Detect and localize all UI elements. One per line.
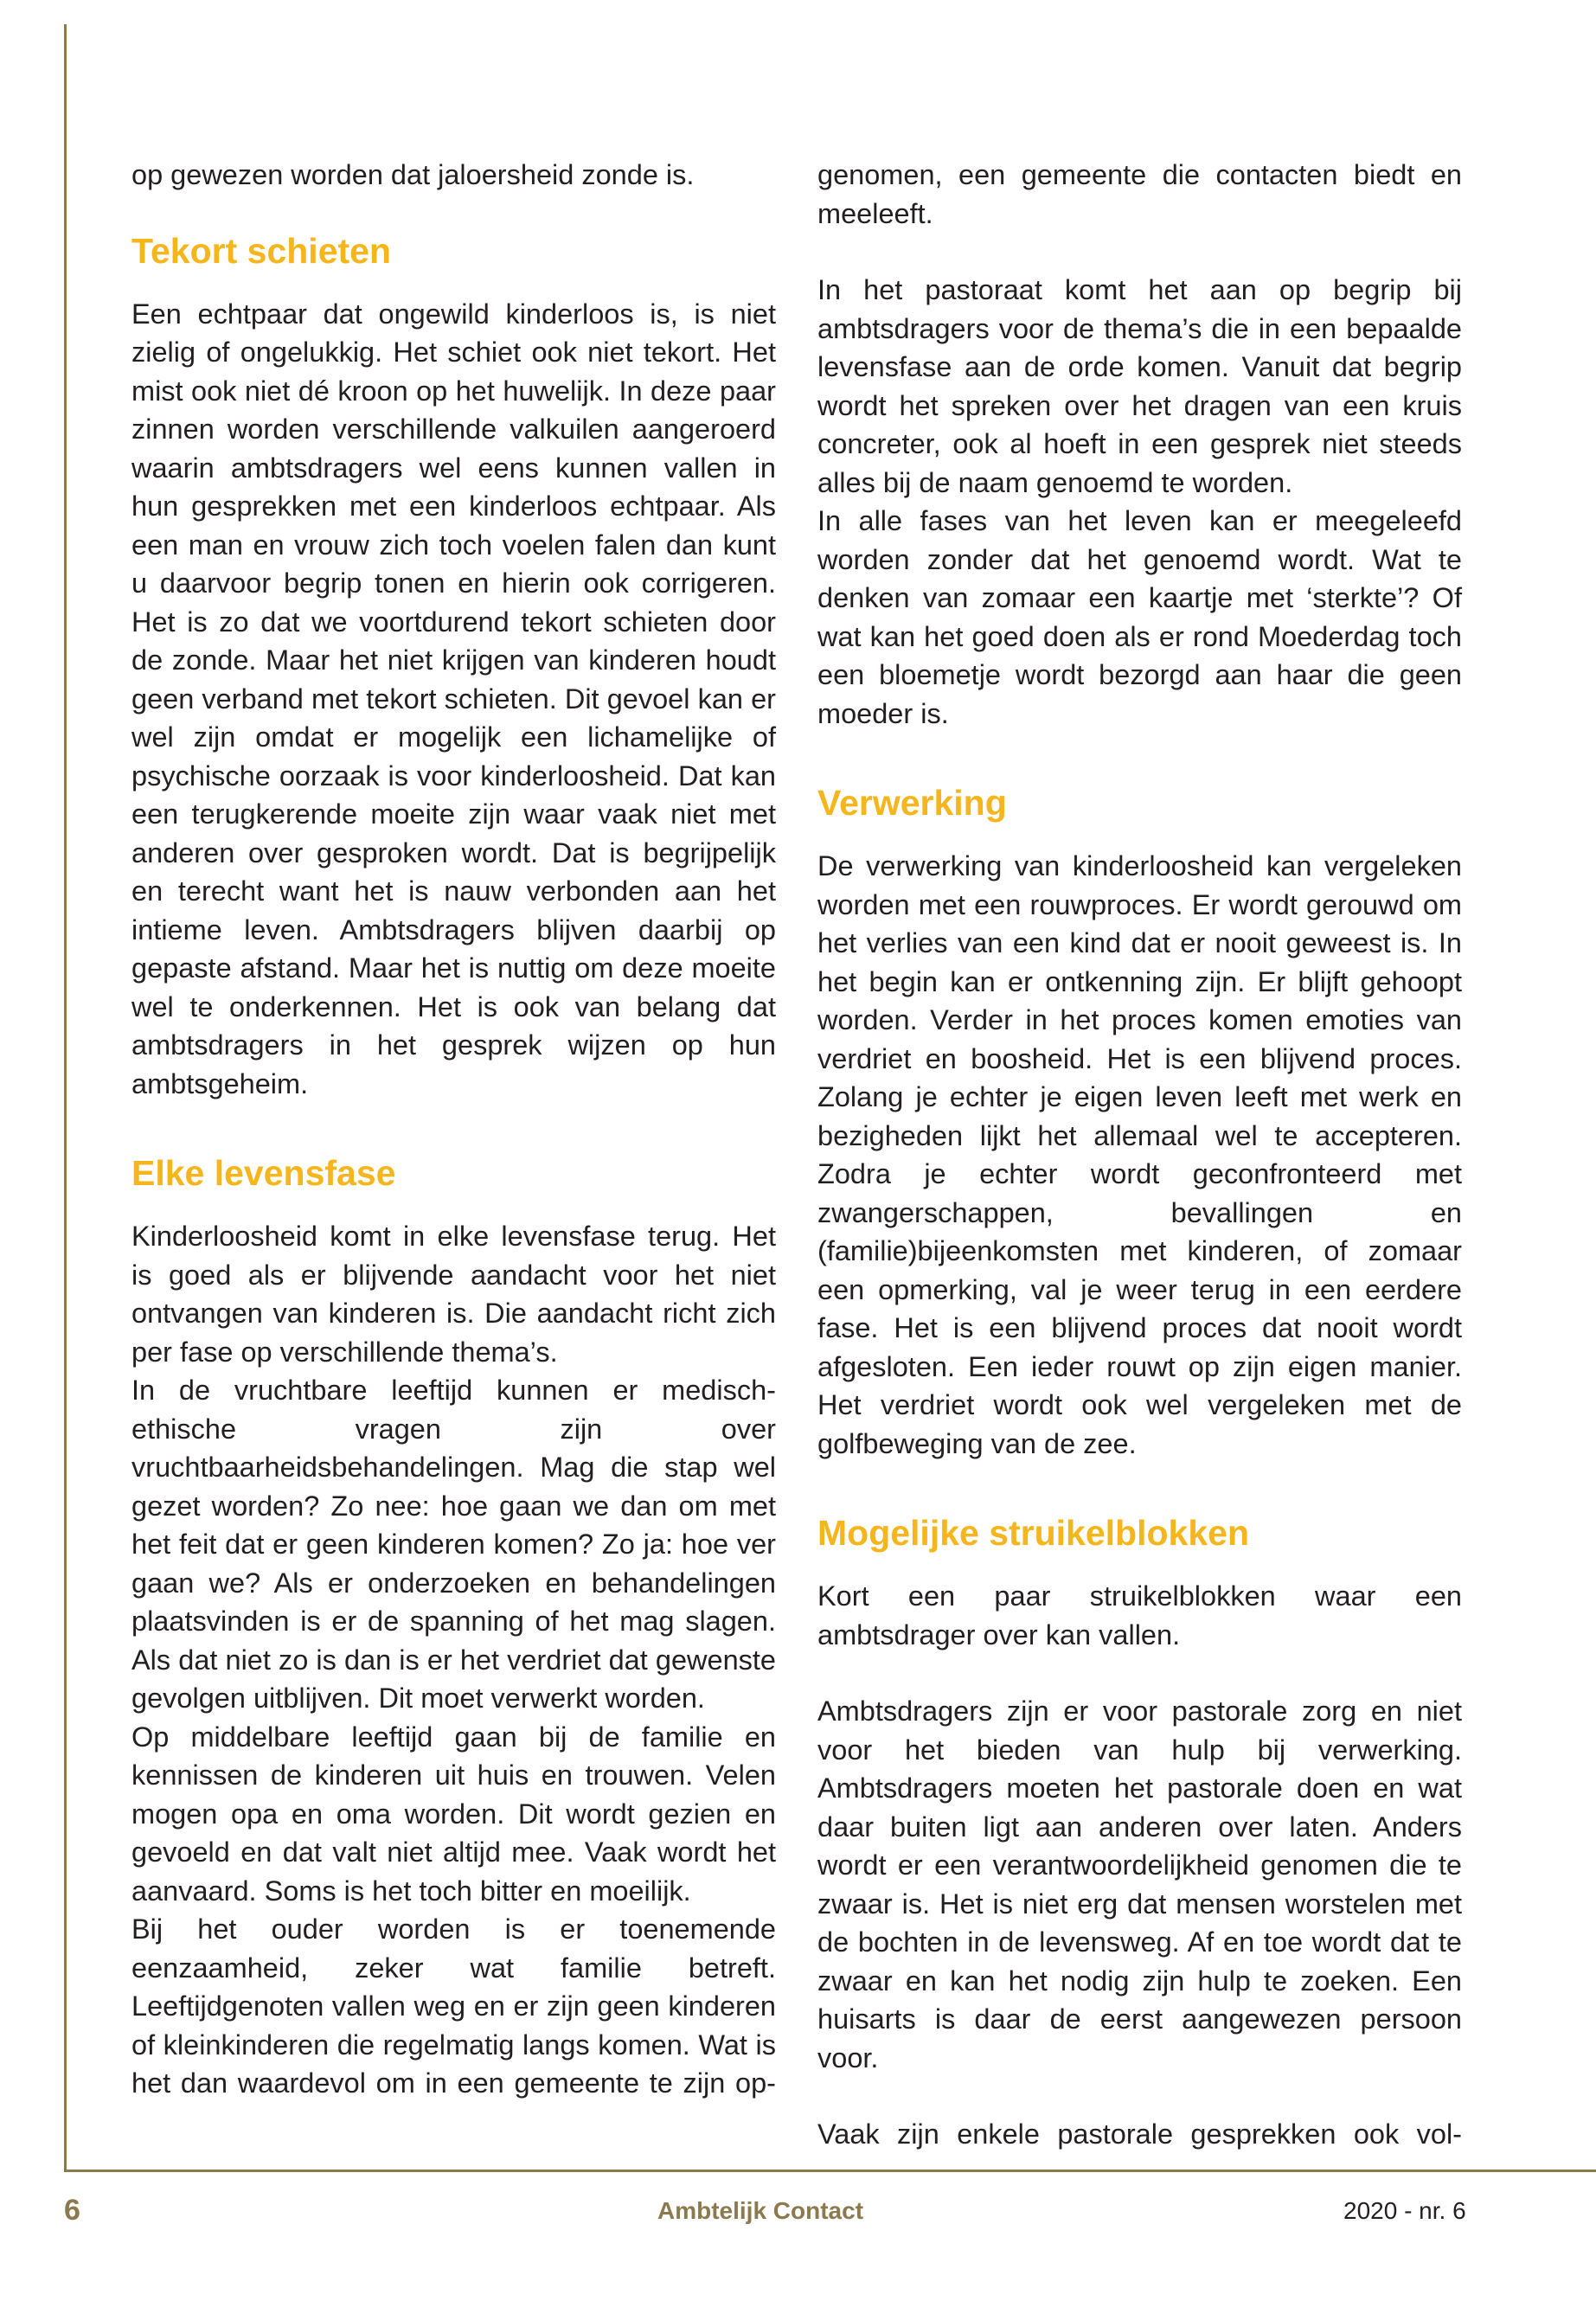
page-number: 6 (64, 2194, 80, 2227)
section-heading-tekort-schieten: Tekort schieten (131, 230, 391, 271)
paragraph: Kinderloosheid komt in elke levensfase terug. Het is goed als er blijvende aandacht voor het niet ontvangen van kinderen is. Die aandacht richt zich per fase op verschillende thema’s. (131, 1221, 776, 1368)
paragraph: Vaak zijn enkele pastorale gesprekken ook vol- (817, 2118, 1462, 2150)
paragraph: Een echtpaar dat ongewild kinderloos is, is niet zielig of ongelukkig. Het schiet ook niet tekort. Het mist ook niet dé kroon op het huwelijk. In deze paar zinnen worden verschillende valkuilen aangeroerd waarin ambtsdragers wel eens kunnen vallen in hun gesprekken met een kinderloos echtpaar. Als een man en vrouw zich toch voelen falen dan kunt u daarvoor begrip tonen en hierin ook corrigeren. Het is zo dat we voortdurend tekort schieten door de zonde. Maar het niet krijgen van kinderen houdt geen verband met tekort schieten. Dit gevoel kan er wel zijn omdat er mogelijk een lichamelijke of psychische oorzaak is voor kinderloosheid. Dat kan een terugkerende moeite zijn waar vaak niet met anderen over gesproken wordt. Dat is begrijpelijk en terecht want het is nauw verbonden aan het intieme leven. Ambtsdragers blijven daarbij op gepaste afstand. Maar het is nuttig om deze moeite wel te onderkennen. Het is ook van belang dat ambtsdragers in het gesprek wijzen op hun ambtsgeheim. (131, 298, 776, 1099)
section-heading-mogelijke-struikelblokken: Mogelijke struikelblokken (817, 1513, 1249, 1553)
paragraph: In alle fases van het leven kan er meegeleefd worden zonder dat het genoemd wordt. Wat te denken van zomaar een kaartje met ‘sterkte’? Of wat kan het goed doen als er rond Moederdag toch een bloemetje wordt bezorgd aan haar die geen moeder is. (817, 505, 1462, 729)
paragraph: op gewezen worden dat jaloersheid zonde is. (131, 159, 695, 190)
paragraph: genomen, een gemeente die contacten biedt en meeleeft. (817, 159, 1462, 229)
paragraph: In de vruchtbare leeftijd kunnen er medisch-ethische vragen zijn over vruchtbaarheidsbehandelingen. Mag die stap wel gezet worden? Zo nee: hoe gaan we dan om met het feit dat er geen kinderen komen? Zo ja: hoe ver gaan we? Als er onderzoeken en behandelingen plaatsvinden is er de spanning of het mag slagen. Als dat niet zo is dan is er het verdriet dat gewenste gevolgen uitblijven. Dit moet verwerkt worden. (131, 1375, 776, 1714)
frame-line-left (64, 24, 67, 2172)
section-heading-elke-levensfase: Elke levensfase (131, 1153, 396, 1193)
paragraph: De verwerking van kinderloosheid kan vergeleken worden met een rouwproces. Er wordt gerouwd om het verlies van een kind dat er nooit geweest is. In het begin kan er ontkenning zijn. Er blijft gehoopt worden. Verder in het proces komen emoties van verdriet en boosheid. Het is een blijvend proces. Zolang je echter je eigen leven leeft met werk en bezigheden lijkt het allemaal wel te accepteren. Zodra je echter wordt geconfronteerd met zwangerschappen, bevallingen en (familie)bijeenkomsten met kinderen, of zomaar een opmerking, val je weer terug in een eerdere fase. Het is een blijvend proces dat nooit wordt afgesloten. Een ieder rouwt op zijn eigen manier. Het verdriet wordt ook wel vergeleken met de golfbeweging van de zee. (817, 850, 1462, 1459)
paragraph: In het pastoraat komt het aan op begrip bij ambtsdragers voor de thema’s die in een bepaalde levensfase aan de orde komen. Vanuit dat begrip wordt het spreken over het dragen van een kruis concreter, ook al hoeft in een gesprek niet steeds alles bij de naam genoemd te worden. (817, 274, 1462, 498)
paragraph: Kort een paar struikelblokken waar een ambtsdrager over kan vallen. (817, 1580, 1462, 1650)
issue-number: 2020 - nr. 6 (1343, 2197, 1466, 2224)
paragraph: Bij het ouder worden is er toenemende eenzaamheid, zeker wat familie betreft. Leeftijdgenoten vallen weg en er zijn geen kinderen of kleinkinderen die regelmatig langs komen. Wat is het dan waardevol om in een gemeente te zijn op- (131, 1913, 776, 2099)
left-column (131, 156, 776, 2103)
magazine-title: Ambtelijk Contact (657, 2197, 864, 2224)
section-heading-verwerking: Verwerking (817, 783, 1007, 823)
right-column (817, 156, 1462, 2154)
paragraph: Op middelbare leeftijd gaan bij de familie en kennissen de kinderen uit huis en trouwen. Velen mogen opa en oma worden. Dit wordt gezien en gevoeld en dat valt niet altijd mee. Vaak wordt het aanvaard. Soms is het toch bitter en moeilijk. (131, 1721, 776, 1907)
frame-line-bottom (64, 2170, 1596, 2172)
paragraph: Ambtsdragers zijn er voor pastorale zorg en niet voor het bieden van hulp bij verwerking. Ambtsdragers moeten het pastorale doen en wat daar buiten ligt aan anderen over laten. Anders wordt er een verantwoordelijkheid genomen die te zwaar is. Het is niet erg dat mensen worstelen met de bochten in de levensweg. Af en toe wordt dat te zwaar en kan het nodig zijn hulp te zoeken. Een huisarts is daar de eerst aangewezen persoon voor. (817, 1695, 1462, 2073)
